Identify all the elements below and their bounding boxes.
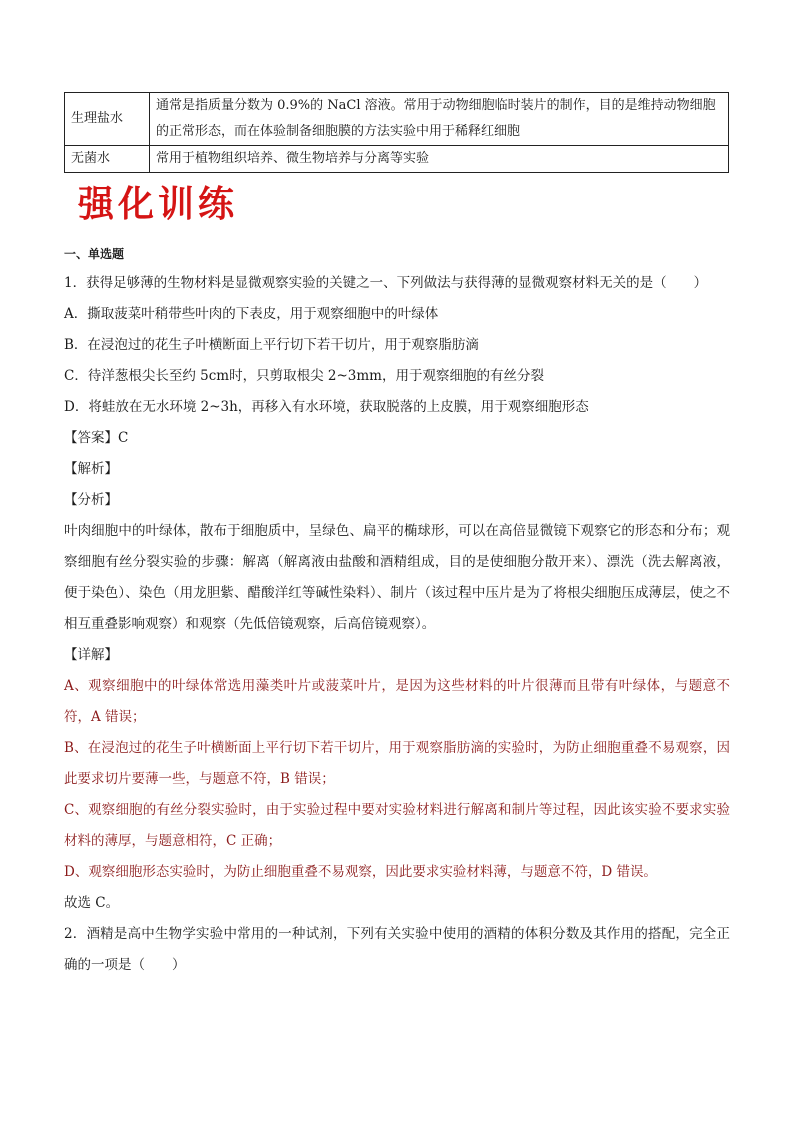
section-title: 一、单选题	[64, 247, 125, 261]
analysis-label: 【解析】	[64, 461, 118, 477]
detail-c: C、观察细胞的有丝分裂实验时，由于实验过程中要对实验材料进行解离和制片等过程，因此该实验不要求实验材料的薄厚，与题意相符，C 正确；	[64, 802, 730, 849]
question-2-stem: 2．酒精是高中生物学实验中常用的一种试剂，下列有关实验中使用的酒精的体积分数及其作用的搭配，完全正确的一项是（ ）	[64, 926, 730, 973]
option-d: D．将蛙放在无水环境 2~3h，再移入有水环境，获取脱落的上皮膜，用于观察细胞形态	[64, 399, 589, 415]
table-row	[65, 93, 729, 146]
reagent-description: 通常是指质量分数为 0.9%的 NaCl 溶液。常用于动物细胞临时装片的制作，目的是维持动物细胞的正常形态，而在体验制备细胞膜的方法实验中用于稀释红细胞	[150, 93, 729, 146]
reagent-description: 常用于植物组织培养、微生物培养与分离等实验	[150, 146, 729, 173]
fenxi-text: 叶肉细胞中的叶绿体，散布于细胞质中，呈绿色、扁平的椭球形，可以在高倍显微镜下观察它的形态和分布；观察细胞有丝分裂实验的步骤：解离（解离液由盐酸和酒精组成，目的是使细胞分散开来）、漂洗（洗去解离液，便于染色）、染色（用龙胆紫、醋酸洋红等碱性染料）、制片（该过程中压片是为了将根尖细胞压成薄层，使之不相互重叠影响观察）和观察（先低倍镜观察，后高倍镜观察）。	[64, 523, 730, 632]
detail-label: 【详解】	[64, 647, 118, 663]
detail-d: D、观察细胞形态实验时，为防止细胞重叠不易观察，因此要求实验材料薄，与题意不符，D 错误。	[64, 864, 657, 880]
detail-a: A、观察细胞中的叶绿体常选用藻类叶片或菠菜叶片，是因为这些材料的叶片很薄而且带有叶绿体，与题意不符，A 错误；	[64, 678, 730, 725]
table-row	[65, 146, 729, 173]
answer-label: 【答案】C	[64, 430, 129, 446]
question-content	[64, 240, 730, 981]
question-1-stem: 1．获得足够薄的生物材料是显微观察实验的关键之一、下列做法与获得薄的显微观察材料无关的是（ ）	[64, 275, 708, 291]
conclusion: 故选 C。	[64, 895, 120, 911]
reagent-term: 无菌水	[65, 146, 150, 173]
section-heading: 强化训练	[78, 184, 239, 225]
option-a: A．撕取菠菜叶稍带些叶肉的下表皮，用于观察细胞中的叶绿体	[64, 306, 439, 322]
option-b: B．在浸泡过的花生子叶横断面上平行切下若干切片，用于观察脂肪滴	[64, 337, 479, 353]
option-c: C．待洋葱根尖长至约 5cm时，只剪取根尖 2~3mm，用于观察细胞的有丝分裂	[64, 368, 544, 384]
reagent-table	[64, 92, 729, 173]
reagent-term: 生理盐水	[65, 93, 150, 146]
fenxi-label: 【分析】	[64, 492, 118, 508]
detail-b: B、在浸泡过的花生子叶横断面上平行切下若干切片，用于观察脂肪滴的实验时，为防止细胞重叠不易观察，因此要求切片要薄一些，与题意不符，B 错误；	[64, 740, 730, 787]
